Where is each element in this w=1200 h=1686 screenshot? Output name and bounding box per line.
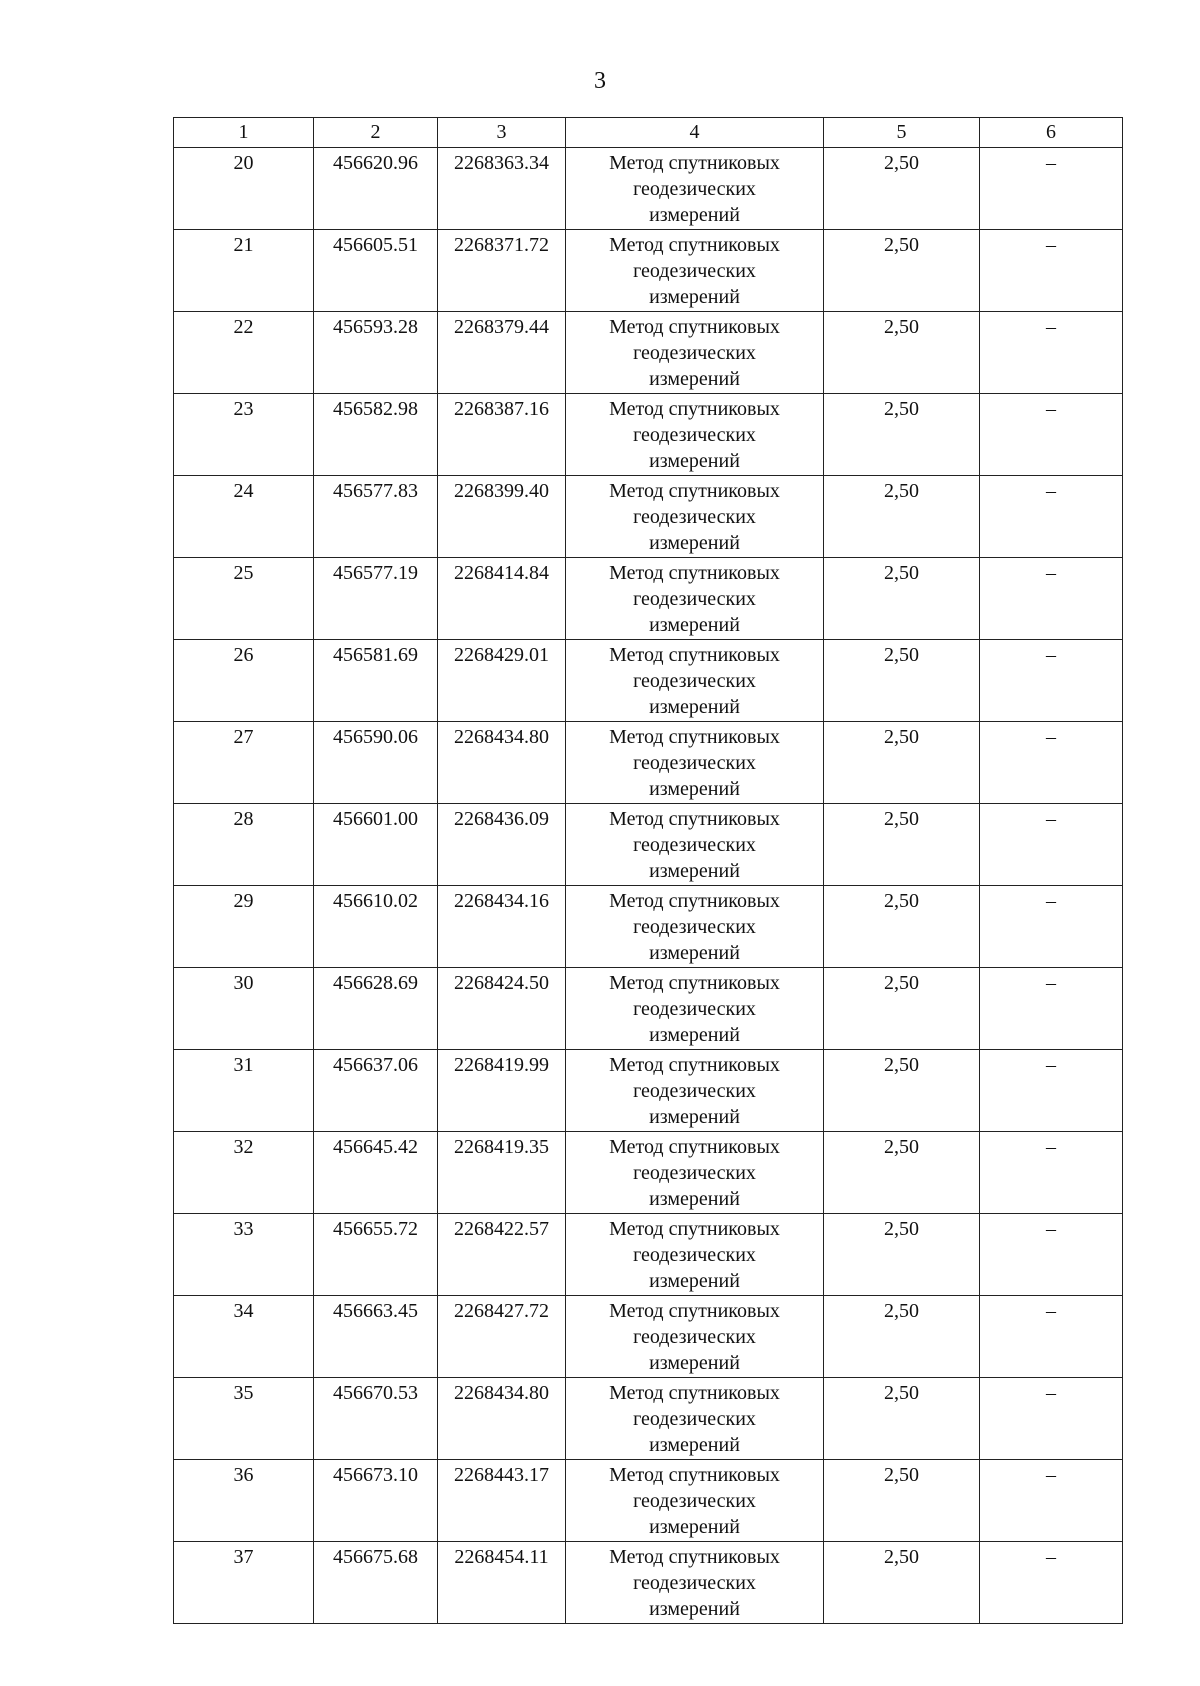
method-line: измерений <box>649 1516 740 1538</box>
table-row <box>174 1050 1123 1132</box>
x-coordinate-cell: 456637.06 <box>314 1050 438 1132</box>
note-cell: – <box>980 312 1123 394</box>
y-coordinate-cell: 2268399.40 <box>438 476 566 558</box>
y-coordinate-cell: 2268436.09 <box>438 804 566 886</box>
note-cell: – <box>980 394 1123 476</box>
note-cell: – <box>980 722 1123 804</box>
method-line: геодезических <box>633 670 756 692</box>
y-coordinate-cell: 2268434.16 <box>438 886 566 968</box>
point-number-cell: 32 <box>174 1132 314 1214</box>
method-line: измерений <box>649 1352 740 1374</box>
point-number-cell: 21 <box>174 230 314 312</box>
y-coordinate-cell: 2268419.99 <box>438 1050 566 1132</box>
method-line: измерений <box>649 1270 740 1292</box>
method-line: геодезических <box>633 588 756 610</box>
point-number-cell: 30 <box>174 968 314 1050</box>
table-row <box>174 804 1123 886</box>
method-line: измерений <box>649 778 740 800</box>
method-line: Метод спутниковых <box>609 1546 780 1568</box>
x-coordinate-cell: 456605.51 <box>314 230 438 312</box>
method-cell <box>566 1214 824 1296</box>
method-cell <box>566 968 824 1050</box>
method-cell <box>566 804 824 886</box>
x-coordinate-cell: 456581.69 <box>314 640 438 722</box>
accuracy-cell: 2,50 <box>824 394 980 476</box>
y-coordinate-cell: 2268387.16 <box>438 394 566 476</box>
y-coordinate-cell: 2268419.35 <box>438 1132 566 1214</box>
table-row <box>174 312 1123 394</box>
x-coordinate-cell: 456610.02 <box>314 886 438 968</box>
point-number-cell: 27 <box>174 722 314 804</box>
note-cell: – <box>980 1542 1123 1624</box>
method-line: геодезических <box>633 1490 756 1512</box>
method-line: геодезических <box>633 834 756 856</box>
accuracy-cell: 2,50 <box>824 1542 980 1624</box>
method-cell <box>566 1542 824 1624</box>
method-line: измерений <box>649 860 740 882</box>
method-line: Метод спутниковых <box>609 1218 780 1240</box>
method-cell <box>566 1050 824 1132</box>
method-line: Метод спутниковых <box>609 890 780 912</box>
table-row <box>174 1296 1123 1378</box>
method-line: Метод спутниковых <box>609 316 780 338</box>
method-line: Метод спутниковых <box>609 1054 780 1076</box>
method-line: геодезических <box>633 1162 756 1184</box>
header-col-4: 4 <box>566 118 824 148</box>
table-row <box>174 1378 1123 1460</box>
x-coordinate-cell: 456577.19 <box>314 558 438 640</box>
page-number: 3 <box>594 68 606 94</box>
method-line: измерений <box>649 1024 740 1046</box>
x-coordinate-cell: 456577.83 <box>314 476 438 558</box>
accuracy-cell: 2,50 <box>824 1132 980 1214</box>
point-number-cell: 23 <box>174 394 314 476</box>
point-number-cell: 25 <box>174 558 314 640</box>
x-coordinate-cell: 456601.00 <box>314 804 438 886</box>
x-coordinate-cell: 456593.28 <box>314 312 438 394</box>
accuracy-cell: 2,50 <box>824 312 980 394</box>
method-cell <box>566 148 824 230</box>
table-row <box>174 886 1123 968</box>
method-line: геодезических <box>633 424 756 446</box>
method-line: Метод спутниковых <box>609 644 780 666</box>
accuracy-cell: 2,50 <box>824 1296 980 1378</box>
x-coordinate-cell: 456628.69 <box>314 968 438 1050</box>
note-cell: – <box>980 1214 1123 1296</box>
point-number-cell: 24 <box>174 476 314 558</box>
accuracy-cell: 2,50 <box>824 640 980 722</box>
method-line: измерений <box>649 1434 740 1456</box>
note-cell: – <box>980 558 1123 640</box>
method-cell <box>566 1460 824 1542</box>
method-cell <box>566 886 824 968</box>
y-coordinate-cell: 2268379.44 <box>438 312 566 394</box>
method-line: Метод спутниковых <box>609 480 780 502</box>
method-line: Метод спутниковых <box>609 152 780 174</box>
method-line: геодезических <box>633 260 756 282</box>
note-cell: – <box>980 1296 1123 1378</box>
point-number-cell: 26 <box>174 640 314 722</box>
y-coordinate-cell: 2268422.57 <box>438 1214 566 1296</box>
note-cell: – <box>980 804 1123 886</box>
x-coordinate-cell: 456655.72 <box>314 1214 438 1296</box>
method-cell <box>566 640 824 722</box>
method-line: геодезических <box>633 506 756 528</box>
table-row <box>174 722 1123 804</box>
accuracy-cell: 2,50 <box>824 886 980 968</box>
method-line: измерений <box>649 204 740 226</box>
method-line: геодезических <box>633 1572 756 1594</box>
method-cell <box>566 1132 824 1214</box>
accuracy-cell: 2,50 <box>824 1214 980 1296</box>
accuracy-cell: 2,50 <box>824 1460 980 1542</box>
method-cell <box>566 394 824 476</box>
x-coordinate-cell: 456590.06 <box>314 722 438 804</box>
header-col-6: 6 <box>980 118 1123 148</box>
note-cell: – <box>980 1378 1123 1460</box>
point-number-cell: 29 <box>174 886 314 968</box>
note-cell: – <box>980 640 1123 722</box>
point-number-cell: 20 <box>174 148 314 230</box>
y-coordinate-cell: 2268434.80 <box>438 722 566 804</box>
accuracy-cell: 2,50 <box>824 1050 980 1132</box>
note-cell: – <box>980 148 1123 230</box>
point-number-cell: 33 <box>174 1214 314 1296</box>
x-coordinate-cell: 456582.98 <box>314 394 438 476</box>
method-cell <box>566 312 824 394</box>
method-line: измерений <box>649 614 740 636</box>
accuracy-cell: 2,50 <box>824 804 980 886</box>
method-line: геодезических <box>633 752 756 774</box>
point-number-cell: 28 <box>174 804 314 886</box>
method-line: измерений <box>649 1106 740 1128</box>
x-coordinate-cell: 456645.42 <box>314 1132 438 1214</box>
table-row <box>174 1460 1123 1542</box>
x-coordinate-cell: 456675.68 <box>314 1542 438 1624</box>
y-coordinate-cell: 2268371.72 <box>438 230 566 312</box>
point-number-cell: 37 <box>174 1542 314 1624</box>
method-line: Метод спутниковых <box>609 972 780 994</box>
note-cell: – <box>980 1460 1123 1542</box>
method-line: Метод спутниковых <box>609 808 780 830</box>
point-number-cell: 31 <box>174 1050 314 1132</box>
header-col-5: 5 <box>824 118 980 148</box>
header-col-3: 3 <box>438 118 566 148</box>
method-cell <box>566 1378 824 1460</box>
table-row <box>174 968 1123 1050</box>
accuracy-cell: 2,50 <box>824 722 980 804</box>
table-header-row <box>174 118 1123 148</box>
note-cell: – <box>980 1132 1123 1214</box>
method-line: измерений <box>649 1188 740 1210</box>
method-line: Метод спутниковых <box>609 1382 780 1404</box>
accuracy-cell: 2,50 <box>824 968 980 1050</box>
method-cell <box>566 558 824 640</box>
method-line: геодезических <box>633 178 756 200</box>
x-coordinate-cell: 456670.53 <box>314 1378 438 1460</box>
y-coordinate-cell: 2268363.34 <box>438 148 566 230</box>
method-cell <box>566 230 824 312</box>
table-row <box>174 1132 1123 1214</box>
method-cell <box>566 1296 824 1378</box>
method-line: измерений <box>649 368 740 390</box>
x-coordinate-cell: 456620.96 <box>314 148 438 230</box>
y-coordinate-cell: 2268434.80 <box>438 1378 566 1460</box>
x-coordinate-cell: 456663.45 <box>314 1296 438 1378</box>
point-number-cell: 22 <box>174 312 314 394</box>
accuracy-cell: 2,50 <box>824 1378 980 1460</box>
y-coordinate-cell: 2268427.72 <box>438 1296 566 1378</box>
table-row <box>174 1542 1123 1624</box>
table-body <box>174 148 1123 1624</box>
method-line: геодезических <box>633 1080 756 1102</box>
point-number-cell: 35 <box>174 1378 314 1460</box>
accuracy-cell: 2,50 <box>824 476 980 558</box>
method-line: Метод спутниковых <box>609 1300 780 1322</box>
header-col-2: 2 <box>314 118 438 148</box>
method-line: геодезических <box>633 1244 756 1266</box>
method-line: измерений <box>649 286 740 308</box>
table-row <box>174 230 1123 312</box>
y-coordinate-cell: 2268424.50 <box>438 968 566 1050</box>
method-line: Метод спутниковых <box>609 234 780 256</box>
method-line: геодезических <box>633 998 756 1020</box>
header-col-1: 1 <box>174 118 314 148</box>
y-coordinate-cell: 2268429.01 <box>438 640 566 722</box>
y-coordinate-cell: 2268443.17 <box>438 1460 566 1542</box>
point-number-cell: 36 <box>174 1460 314 1542</box>
method-line: Метод спутниковых <box>609 726 780 748</box>
method-line: геодезических <box>633 342 756 364</box>
y-coordinate-cell: 2268414.84 <box>438 558 566 640</box>
method-line: Метод спутниковых <box>609 562 780 584</box>
coordinates-table <box>173 117 1123 1624</box>
table-row <box>174 476 1123 558</box>
note-cell: – <box>980 968 1123 1050</box>
note-cell: – <box>980 1050 1123 1132</box>
method-cell <box>566 476 824 558</box>
method-line: Метод спутниковых <box>609 1136 780 1158</box>
note-cell: – <box>980 476 1123 558</box>
table-row <box>174 1214 1123 1296</box>
note-cell: – <box>980 230 1123 312</box>
note-cell: – <box>980 886 1123 968</box>
accuracy-cell: 2,50 <box>824 148 980 230</box>
x-coordinate-cell: 456673.10 <box>314 1460 438 1542</box>
method-line: геодезических <box>633 1408 756 1430</box>
method-line: измерений <box>649 532 740 554</box>
table-row <box>174 394 1123 476</box>
table-row <box>174 640 1123 722</box>
method-line: Метод спутниковых <box>609 1464 780 1486</box>
method-line: измерений <box>649 1598 740 1620</box>
method-line: измерений <box>649 942 740 964</box>
method-line: измерений <box>649 450 740 472</box>
y-coordinate-cell: 2268454.11 <box>438 1542 566 1624</box>
method-line: измерений <box>649 696 740 718</box>
method-cell <box>566 722 824 804</box>
method-line: геодезических <box>633 1326 756 1348</box>
table-row <box>174 558 1123 640</box>
table-row <box>174 148 1123 230</box>
accuracy-cell: 2,50 <box>824 230 980 312</box>
accuracy-cell: 2,50 <box>824 558 980 640</box>
method-line: Метод спутниковых <box>609 398 780 420</box>
point-number-cell: 34 <box>174 1296 314 1378</box>
method-line: геодезических <box>633 916 756 938</box>
